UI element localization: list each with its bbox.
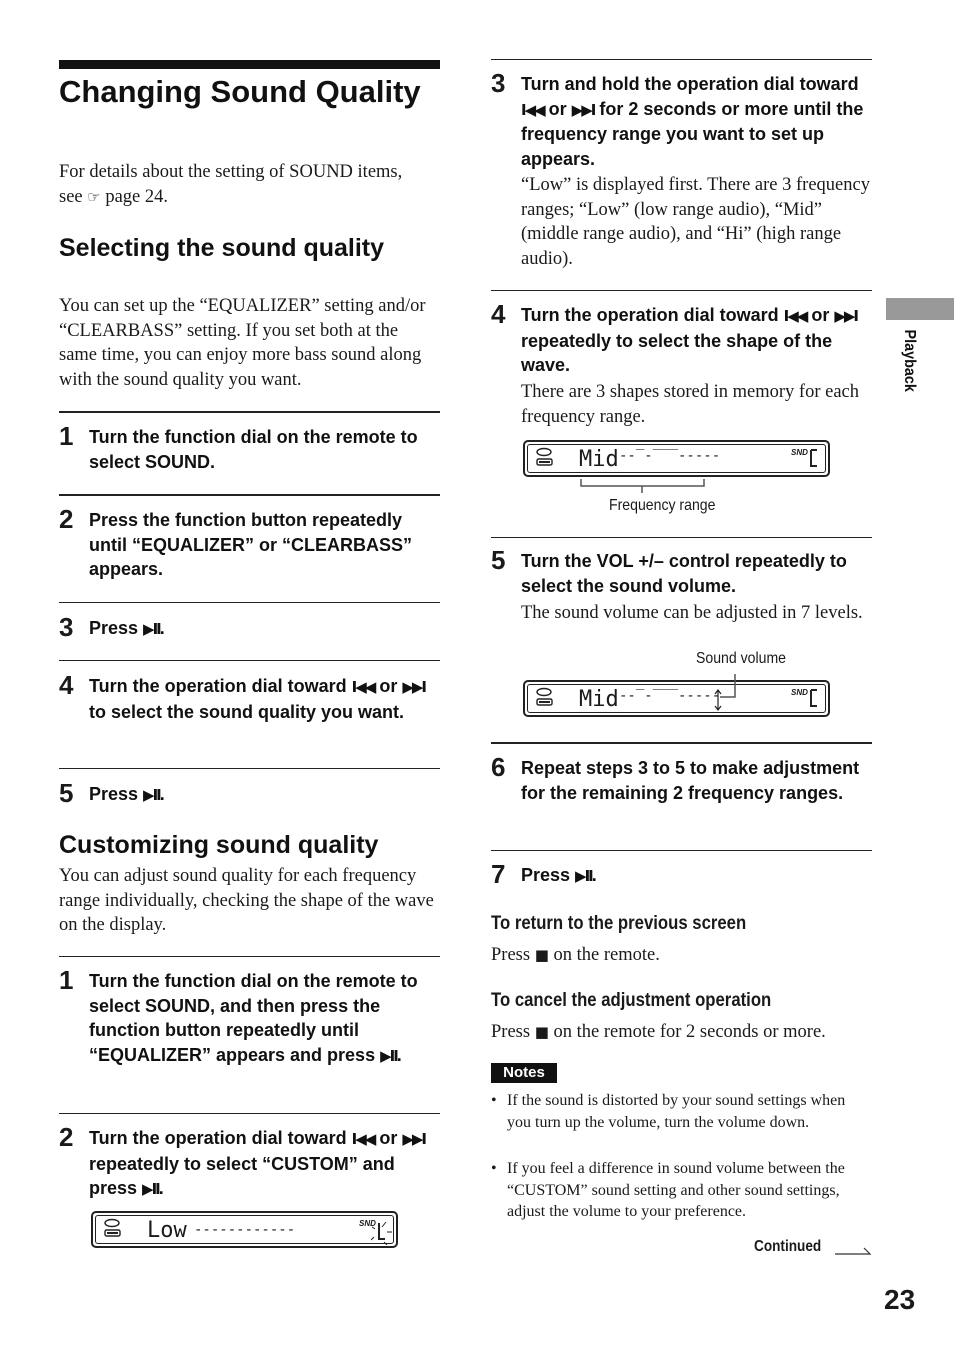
play-pause-icon: ▶II <box>380 1046 397 1065</box>
note-item <box>491 1090 872 1133</box>
page-number: 23 <box>884 1284 916 1315</box>
step-number: 3 <box>59 612 74 642</box>
lcd-display-low <box>91 1211 398 1248</box>
divider <box>59 956 440 957</box>
sound-indicator-icon <box>807 688 819 710</box>
divider <box>491 742 872 744</box>
equalizer-mode-icon <box>535 446 555 468</box>
note-text: If you feel a difference in sound volume between the “CUSTOM” sound setting and other sound settings, adjust the volume to your preference. <box>507 1160 845 1220</box>
step-detail: There are 3 shapes stored in memory for each frequency range. <box>521 382 859 427</box>
step-text-part: . <box>159 618 165 638</box>
step-text: Press the function button repeatedly until “EQUALIZER” or “CLEARBASS” appears. <box>89 510 412 579</box>
continued-arrow-icon <box>834 1244 872 1256</box>
cancel-body <box>491 1020 872 1045</box>
step-text-part: Press <box>521 865 576 885</box>
return-body <box>491 943 872 968</box>
bullet: • <box>491 1160 497 1177</box>
divider <box>59 602 440 603</box>
step-number: 4 <box>491 299 506 329</box>
divider <box>491 59 872 60</box>
step-number: 2 <box>59 1122 74 1152</box>
step-number: 6 <box>491 752 506 782</box>
sound-blink-icon <box>371 1217 393 1245</box>
next-track-icon: ▶▶I <box>834 307 857 325</box>
intro-line1: For details about the setting of SOUND items, <box>59 162 403 182</box>
step-text <box>89 1126 440 1202</box>
step-text <box>521 303 872 378</box>
step-text <box>89 969 440 1068</box>
divider <box>491 290 872 291</box>
step-text: Turn the function dial on the remote to select SOUND. <box>89 427 418 472</box>
divider <box>59 768 440 769</box>
step-text-part: Turn the operation dial toward <box>521 305 784 325</box>
frequency-range-caption: Frequency range <box>609 497 716 514</box>
lcd-wave-shape: ------------ <box>194 1222 296 1238</box>
step-text <box>521 863 872 889</box>
step-text <box>89 782 440 808</box>
step-text-part: Turn the operation dial toward <box>89 676 352 696</box>
step-text-part: repeatedly to select “CUSTOM” and press <box>89 1153 395 1198</box>
step-text-part: or <box>374 1128 403 1148</box>
lcd-wave-shape: --‾-‾‾‾----- <box>619 688 721 704</box>
step-text-part: Turn the operation dial toward <box>89 1128 352 1148</box>
step-number: 4 <box>59 670 74 700</box>
lcd-snd-label: SND <box>791 448 808 457</box>
step-text: Repeat steps 3 to 5 to make adjustment for the remaining 2 frequency ranges. <box>521 758 860 803</box>
next-track-icon: ▶▶I <box>402 678 425 696</box>
next-track-icon: ▶▶I <box>402 1130 425 1148</box>
bullet: • <box>491 1092 497 1109</box>
divider <box>491 850 872 851</box>
divider <box>59 660 440 661</box>
cancel-body-part: on the remote for 2 seconds or more. <box>548 1022 826 1042</box>
step-number: 5 <box>59 778 74 808</box>
sound-indicator-icon <box>807 448 819 470</box>
step-text-part: . <box>591 865 597 885</box>
step-text-part: Turn the function dial on the remote to select SOUND, and then press the function button repeatedly until “EQUALIZER” appears and press <box>89 971 418 1065</box>
intro-see: see <box>59 187 88 207</box>
equalizer-mode-icon <box>535 686 555 708</box>
step-number: 2 <box>59 504 74 534</box>
play-pause-icon: ▶II <box>142 1180 159 1198</box>
equalizer-mode-icon <box>103 1217 123 1239</box>
section-heading-custom: Customizing sound quality <box>59 831 379 859</box>
step-text <box>89 616 440 642</box>
divider <box>59 494 440 496</box>
return-body-part: Press <box>491 945 535 965</box>
page-title: Changing Sound Quality <box>59 74 421 109</box>
sound-volume-leader <box>718 672 740 702</box>
step-number: 7 <box>491 859 506 889</box>
lcd-display-mid-volume <box>523 680 830 717</box>
step-number: 3 <box>491 68 506 98</box>
step-text-part: or <box>374 676 403 696</box>
chapter-tab <box>886 298 954 320</box>
step-text: Turn the VOL +/– control repeatedly to select the sound volume. <box>521 551 847 596</box>
play-pause-icon: ▶II <box>143 786 160 804</box>
lcd-range-word: Mid <box>579 687 619 712</box>
return-heading: To return to the previous screen <box>491 913 747 934</box>
step-text-part: Turn and hold the operation dial toward <box>521 74 859 94</box>
next-track-icon: ▶▶I <box>571 100 595 119</box>
lcd-range-word: Mid <box>579 447 619 472</box>
play-pause-icon: ▶II <box>143 620 160 638</box>
cancel-heading: To cancel the adjustment operation <box>491 990 772 1011</box>
previous-track-icon: I◀◀ <box>521 100 544 119</box>
step-text-part: Press <box>89 618 144 638</box>
previous-track-icon: I◀◀ <box>351 678 375 696</box>
note-text: If the sound is distorted by your sound settings when you turn up the volume, turn the volume down. <box>507 1092 846 1131</box>
step-detail: “Low” is displayed first. There are 3 frequency ranges; “Low” (low range audio), “Mid” (middle range audio), and “Hi” (high range audio). <box>521 175 870 269</box>
step-number: 5 <box>491 545 506 575</box>
sound-volume-caption: Sound volume <box>696 650 787 667</box>
pointing-hand-icon: ☞ <box>87 188 101 206</box>
divider <box>59 1113 440 1114</box>
note-item <box>491 1158 872 1223</box>
stop-icon: ■ <box>534 1023 549 1041</box>
chapter-label: Playback <box>901 329 918 392</box>
section-body-select: You can set up the “EQUALIZER” setting and/or “CLEARBASS” setting. If you set both at the same time, you can enjoy more bass sound along with the sound quality you want. <box>59 296 426 390</box>
lcd-snd-label: SND <box>359 1219 376 1228</box>
frequency-range-bracket <box>580 477 705 493</box>
previous-track-icon: I◀◀ <box>783 307 807 325</box>
step-text-part: repeatedly to select the shape of the wave. <box>521 330 833 375</box>
intro-page-ref: page 24. <box>100 187 169 207</box>
divider <box>59 411 440 413</box>
lcd-snd-label: SND <box>791 688 808 697</box>
step-text <box>521 72 872 171</box>
lcd-wave-shape: --‾-‾‾‾----- <box>619 448 721 464</box>
continued-label: Continued <box>754 1238 822 1255</box>
notes-badge: Notes <box>491 1063 557 1083</box>
step-text <box>89 674 440 724</box>
step-text-part: . <box>158 1178 164 1198</box>
play-pause-icon: ▶II <box>575 867 592 885</box>
divider <box>491 537 872 538</box>
previous-track-icon: I◀◀ <box>351 1130 375 1148</box>
intro-text <box>59 160 440 210</box>
step-text-part: or <box>543 98 572 119</box>
section-body-custom: You can adjust sound quality for each frequency range individually, checking the shape of the wave on the display. <box>59 866 434 935</box>
stop-icon: ■ <box>534 946 549 964</box>
step-text-part: for 2 seconds or more until the frequency range you want to set up appears. <box>521 98 864 169</box>
step-text-part: to select the sound quality you want. <box>89 701 405 722</box>
step-text-part: . <box>396 1044 402 1065</box>
step-detail: The sound volume can be adjusted in 7 levels. <box>521 603 863 623</box>
title-bar <box>59 60 440 69</box>
section-heading-select: Selecting the sound quality <box>59 234 385 262</box>
return-body-part: on the remote. <box>548 945 660 965</box>
step-text-part: or <box>806 305 835 325</box>
lcd-display-mid-frequency <box>523 440 830 477</box>
step-text-part: . <box>159 784 165 804</box>
cancel-body-part: Press <box>491 1022 535 1042</box>
step-text-part: Press <box>89 784 144 804</box>
step-number: 1 <box>59 421 74 451</box>
step-number: 1 <box>59 965 74 995</box>
lcd-range-word: Low <box>147 1218 187 1243</box>
